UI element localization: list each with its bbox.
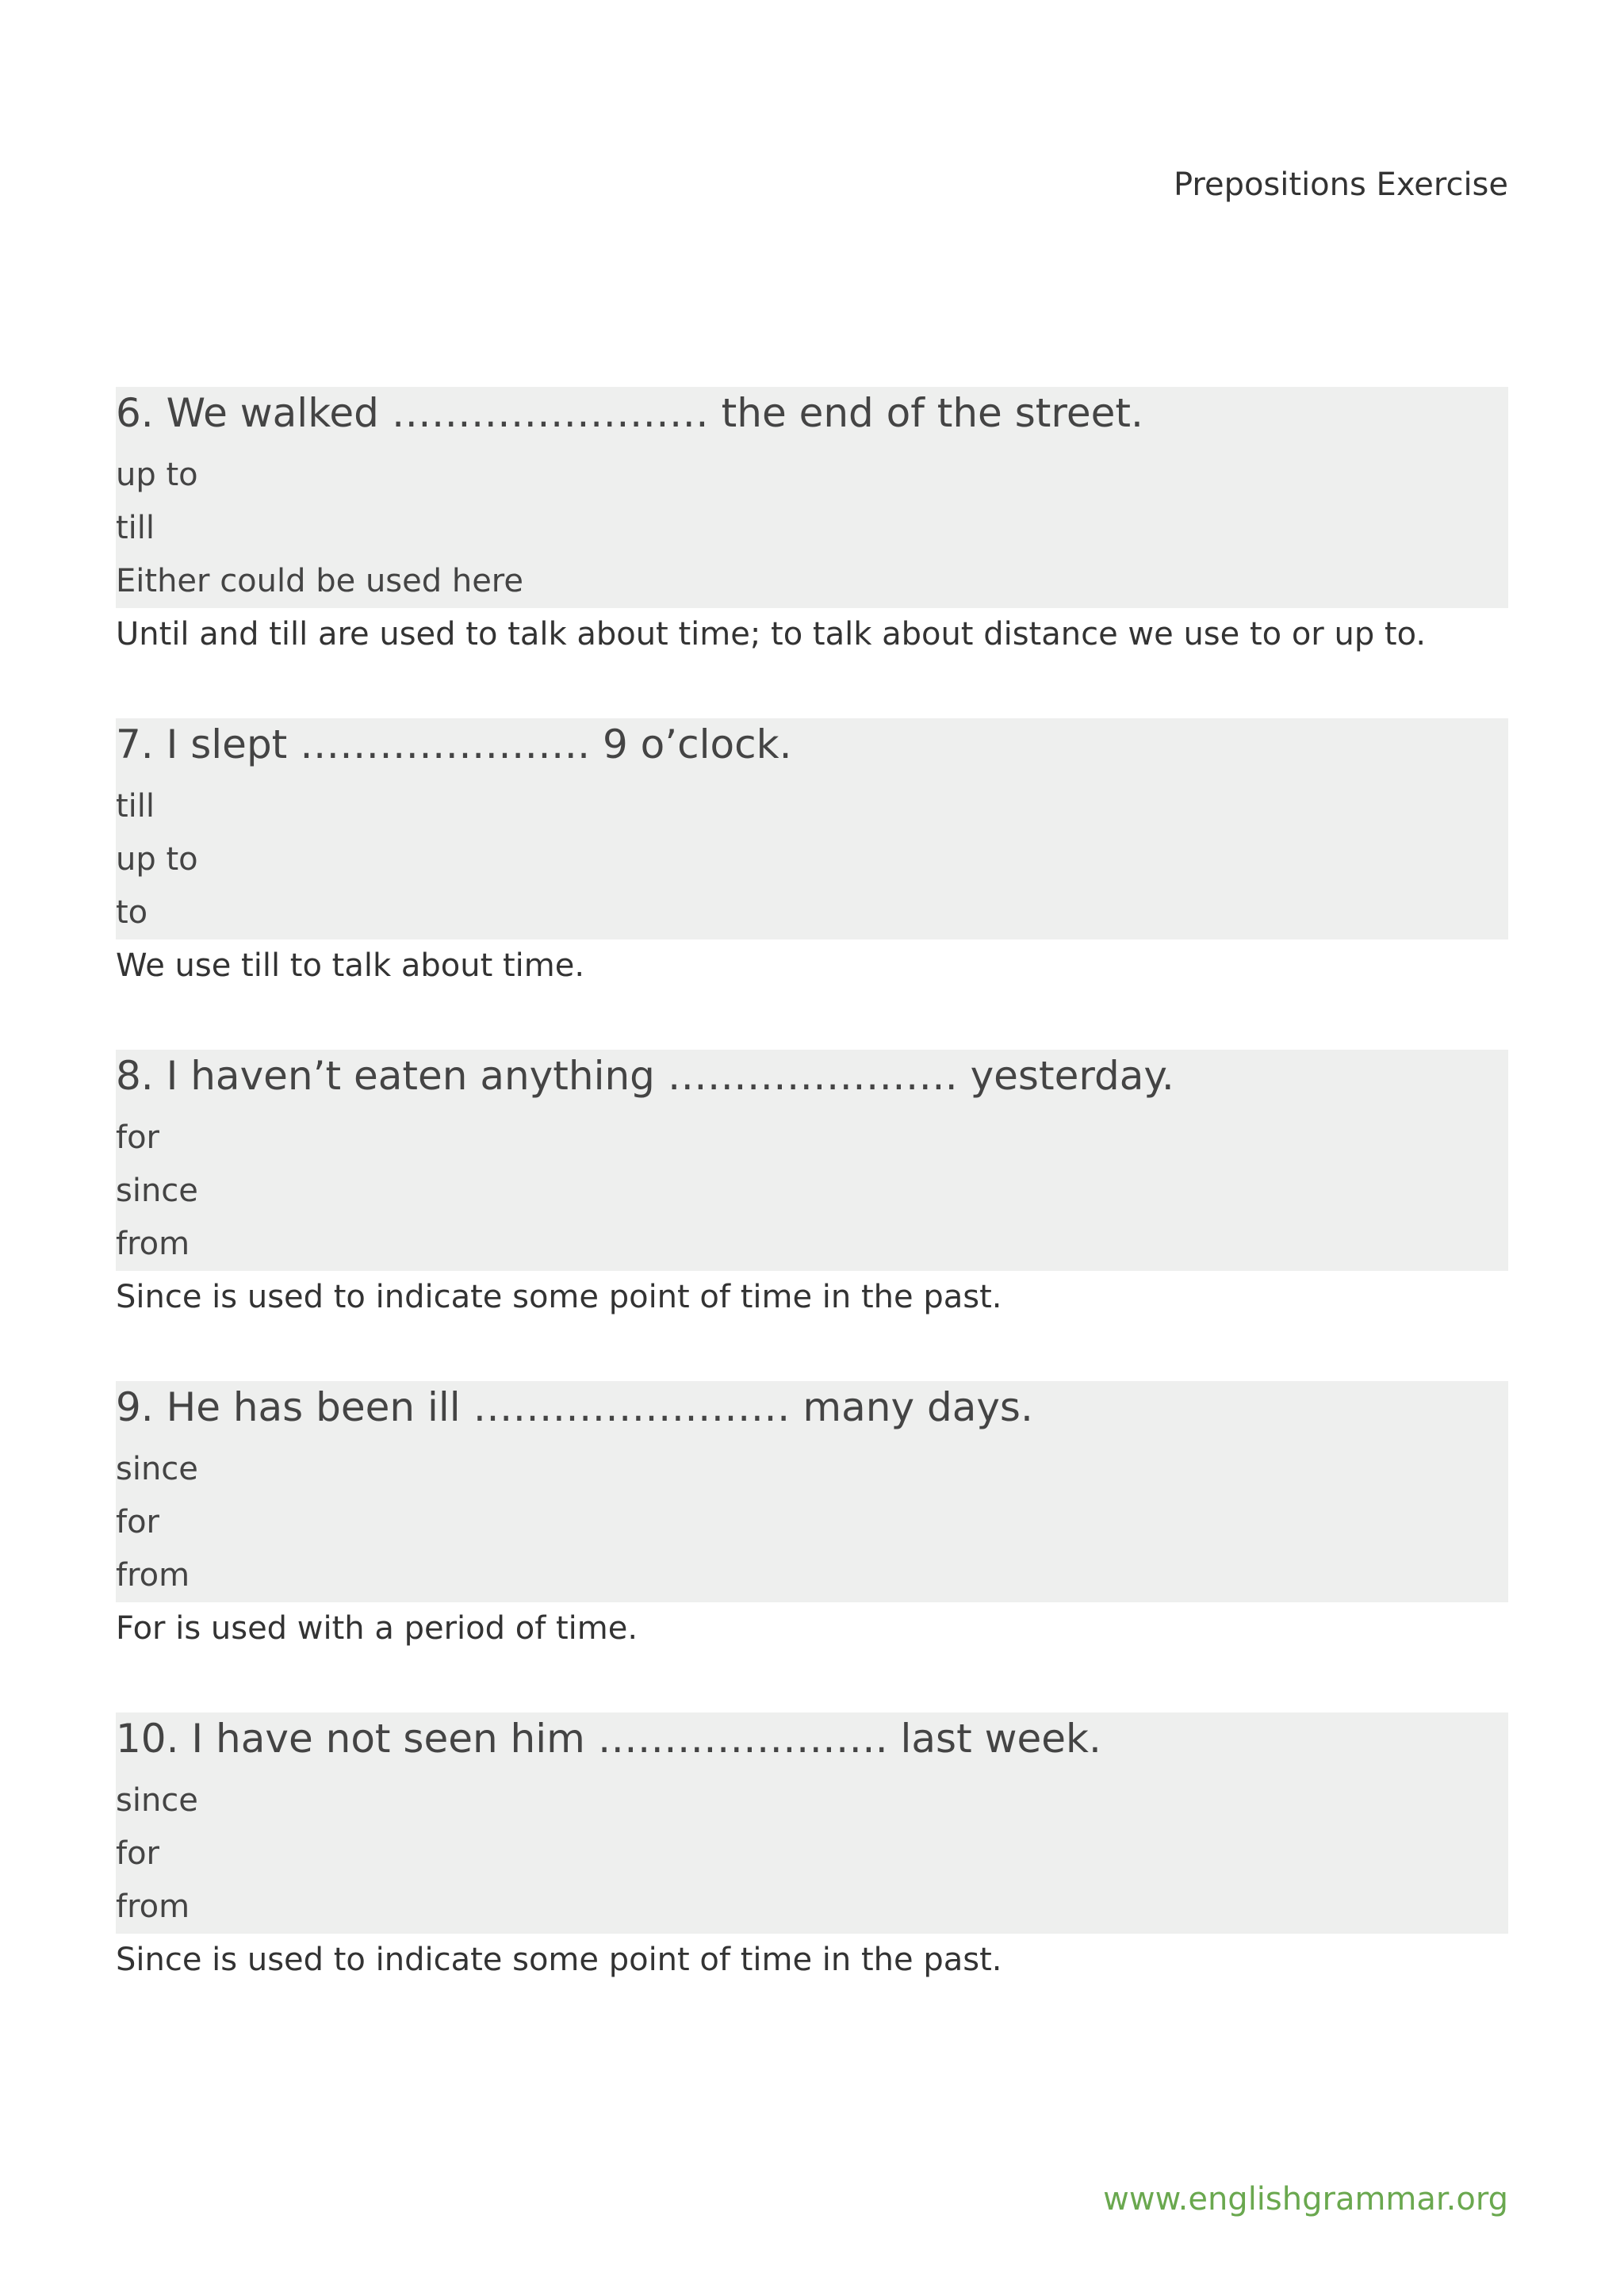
- page-title: Prepositions Exercise: [1173, 166, 1508, 203]
- answer-option[interactable]: since: [116, 1451, 198, 1487]
- answer-option[interactable]: for: [116, 1835, 159, 1872]
- question-item: [116, 1381, 1508, 1655]
- answer-explanation: We use till to talk about time.: [116, 947, 585, 984]
- answer-option[interactable]: for: [116, 1504, 159, 1540]
- website-link[interactable]: www.englishgrammar.org: [1103, 2181, 1508, 2218]
- answer-option[interactable]: Either could be used here: [116, 563, 523, 599]
- question-box: [116, 1381, 1508, 1602]
- question-text: 10. I have not seen him …………………. last week.: [116, 1716, 1101, 1762]
- question-box: [116, 387, 1508, 608]
- question-item: [116, 718, 1508, 993]
- question-item: [116, 387, 1508, 661]
- answer-option[interactable]: from: [116, 1557, 190, 1594]
- question-text: 7. I slept …………………. 9 o’clock.: [116, 721, 792, 767]
- answer-option[interactable]: from: [116, 1888, 190, 1925]
- answer-explanation: Since is used to indicate some point of time in the past.: [116, 1942, 1002, 1978]
- question-item: [116, 1050, 1508, 1324]
- answer-option[interactable]: to: [116, 894, 148, 931]
- question-box: [116, 1050, 1508, 1271]
- answer-option[interactable]: from: [116, 1226, 190, 1262]
- question-box: [116, 1712, 1508, 1934]
- question-text: 6. We walked …………………… the end of the street.: [116, 390, 1143, 436]
- answer-option[interactable]: for: [116, 1119, 159, 1156]
- question-text: 8. I haven’t eaten anything …………………. yesterday.: [116, 1053, 1174, 1099]
- answer-explanation: For is used with a period of time.: [116, 1610, 638, 1647]
- answer-option[interactable]: up to: [116, 457, 198, 493]
- question-box: [116, 718, 1508, 939]
- answer-explanation: Until and till are used to talk about time; to talk about distance we use to or up to.: [116, 616, 1427, 652]
- answer-option[interactable]: since: [116, 1173, 198, 1209]
- answer-option[interactable]: till: [116, 510, 155, 546]
- question-text: 9. He has been ill …………………… many days.: [116, 1384, 1033, 1430]
- answer-explanation: Since is used to indicate some point of time in the past.: [116, 1279, 1002, 1315]
- answer-option[interactable]: till: [116, 788, 155, 825]
- question-item: [116, 1712, 1508, 1987]
- answer-option[interactable]: since: [116, 1782, 198, 1819]
- question-list: [116, 387, 1508, 2044]
- answer-option[interactable]: up to: [116, 841, 198, 878]
